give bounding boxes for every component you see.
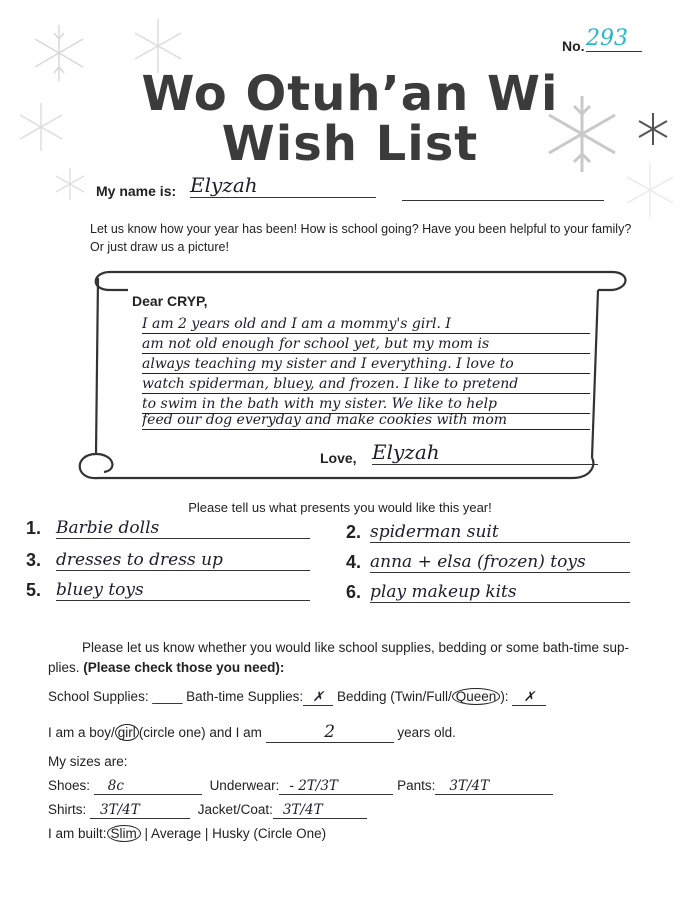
shirts-label: Shirts:	[48, 802, 87, 817]
boy-girl-row	[48, 722, 456, 743]
present-item[interactable]: bluey toys	[56, 580, 310, 601]
present-number: 1.	[26, 518, 42, 538]
bedding-label: Bedding (Twin/Full/	[336, 689, 452, 704]
jacket-field[interactable]: 3T/4T	[273, 802, 367, 819]
letter-line: always teaching my sister and I everything. I love to	[142, 355, 590, 374]
present-number: 3.	[26, 550, 42, 570]
year-prompt: Let us know how your year has been! How is school going? Have you been helpful to your family? Or just draw us a picture!	[90, 222, 632, 254]
presents-prompt: Please tell us what presents you would like this year!	[188, 500, 492, 515]
bedding-queen[interactable]: Queen	[452, 688, 501, 705]
supplies-prompt-line2	[48, 660, 284, 675]
present-number: 6.	[346, 582, 362, 602]
underwear-label: Underwear:	[209, 778, 280, 793]
school-supplies-label[interactable]: School Supplies: ____	[48, 689, 183, 704]
number-value: 293	[586, 26, 642, 52]
bath-label: Bath-time Supplies:	[186, 689, 304, 704]
supplies-row	[48, 689, 546, 706]
age-suffix: years old.	[397, 725, 456, 740]
built-slim[interactable]: Slim	[107, 825, 141, 842]
page-title: Wo Otuh’an Wi	[141, 66, 559, 122]
present-item[interactable]: anna + elsa (frozen) toys	[370, 552, 630, 573]
shirts-field[interactable]: 3T/4T	[90, 802, 190, 819]
age-field[interactable]: 2	[266, 722, 394, 743]
sizes-row-1	[48, 778, 553, 795]
letter-closing-label: Love,	[320, 450, 357, 466]
shoes-label: Shoes:	[48, 778, 91, 793]
pants-field[interactable]: 3T/4T	[435, 778, 553, 795]
built-row	[48, 826, 326, 841]
built-label: I am built:	[48, 826, 107, 841]
present-item[interactable]: spiderman suit	[370, 522, 630, 543]
present-item[interactable]: play makeup kits	[370, 582, 630, 603]
number-label: No.	[562, 38, 585, 54]
boy-girl-label: I am a boy/	[48, 725, 115, 740]
supplies-prompt-line2-text: plies.	[48, 660, 84, 675]
present-number: 5.	[26, 580, 42, 600]
letter-line: feed our dog everyday and make cookies with mom	[142, 411, 590, 430]
present-number: 4.	[346, 552, 362, 572]
letter-line: I am 2 years old and I am a mommy's girl. I	[142, 315, 590, 334]
girl-option[interactable]: girl	[115, 724, 139, 741]
page-title-line2: Wish List	[221, 116, 479, 172]
name-label: My name is:	[96, 183, 177, 199]
letter-line: to swim in the bath with my sister. We like to help	[142, 395, 590, 414]
pants-label: Pants:	[397, 778, 436, 793]
present-number: 2.	[346, 522, 362, 542]
present-item[interactable]: Barbie dolls	[56, 518, 310, 539]
letter-signature: Elyzah	[372, 440, 598, 465]
sizes-row-2	[48, 802, 367, 819]
supplies-prompt-line1: Please let us know whether you would like school supplies, bedding or some bath-time sup-	[82, 640, 630, 655]
supplies-prompt-bold: (Please check those you need):	[83, 660, 285, 675]
letter-line: watch spiderman, bluey, and frozen. I like to pretend	[142, 375, 590, 394]
circle-one-label: (circle one) and I am	[138, 725, 262, 740]
shoes-field[interactable]: 8c	[94, 778, 202, 795]
present-item[interactable]: dresses to dress up	[56, 550, 310, 571]
bedding-check[interactable]: ✗	[512, 689, 546, 706]
letter-line: am not old enough for school yet, but my mom is	[142, 335, 590, 354]
name-line-extra	[402, 200, 604, 201]
underwear-field[interactable]: - 2T/3T	[279, 778, 393, 795]
sizes-label: My sizes are:	[48, 754, 128, 769]
letter-greeting: Dear CRYP,	[132, 293, 208, 309]
bath-check[interactable]: ✗	[303, 689, 333, 706]
built-options: | Average | Husky (Circle One)	[144, 826, 327, 841]
bedding-close: ):	[500, 689, 509, 704]
name-field[interactable]: Elyzah	[190, 173, 376, 198]
jacket-label: Jacket/Coat:	[197, 802, 273, 817]
